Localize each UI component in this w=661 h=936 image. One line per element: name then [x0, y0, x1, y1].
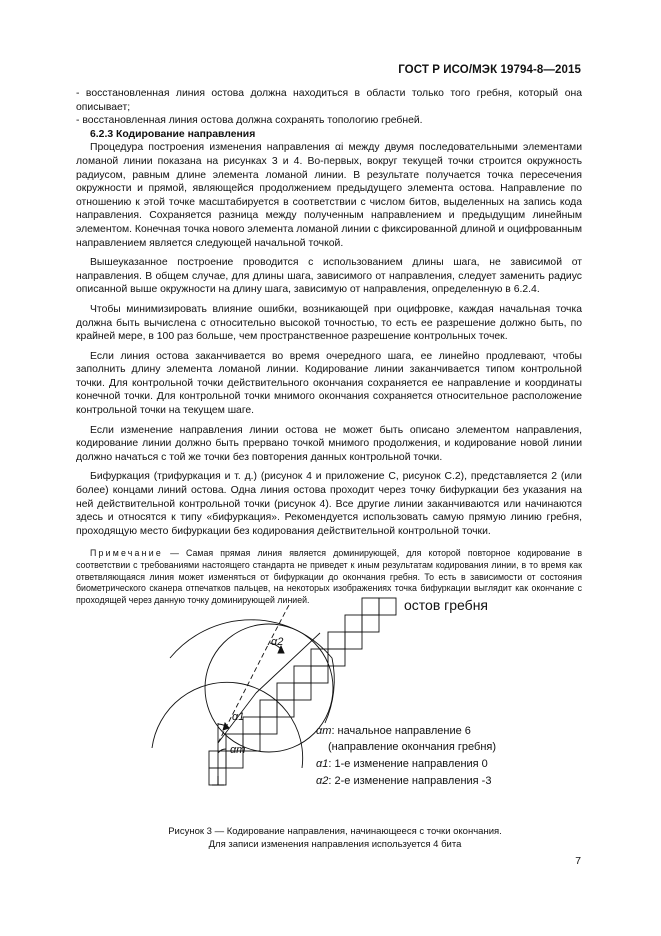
direction-coding-figure — [150, 583, 550, 805]
upper-circle-arc — [170, 620, 332, 658]
caption-line-2: Для записи изменения направления используется 4 бита — [208, 838, 462, 850]
alpha-1-label: α1 — [232, 711, 245, 723]
legend-m-line: αm: начальное направление 6 — [316, 725, 471, 737]
alpha-2-label: α2 — [271, 636, 284, 648]
ridge-label: остов гребня — [404, 597, 489, 613]
page-number: 7 — [575, 856, 581, 867]
document-header: ГОСТ Р ИСО/МЭК 19794-8—2015 — [398, 64, 581, 76]
paragraph-6: Бифуркация (трифуркация и т. д.) (рисунок 4 и приложение С, рисунок С.2), представляется 2 (или более) концами линий остова. Одна линия остова проходит через точку бифуркации без указания на ней действительной контрольной точки (рисунок 4). Все другие линии заканчиваются или начинаются здесь и относятся к типу «бифуркация». Рекомендуется использовать самую прямую линию гребня, проходящую место бифуркации без кодирования действительной контрольной точки. — [76, 471, 582, 537]
alpha-m-label: αm — [230, 744, 246, 756]
paragraph-4: Если линия остова заканчивается во время очередного шага, ее линейно продлевают, чтобы заполнить длину элемента ломаной линии. Кодирование линии заканчивается типом контрольной точки. Для контрольной точки действительного окончания сохраняется ее направление и координаты конечной точки. Для контрольной точки мнимого окончания сохраняется относительное расположение контрольной точки на текущем шаге. — [76, 350, 582, 417]
legend-2-line: α2: 2-е изменение направления -3 — [316, 775, 492, 787]
legend-m-line-2: (направление окончания гребня) — [328, 741, 497, 753]
note-lead: Примечание — [90, 548, 163, 559]
paragraph-2: Вышеуказанное построение проводится с использованием длины шага, не зависимой от направления. В общем случае, для длины шага, зависимого от направления, следует заменить радиус описанной выше окружности на длину шага, зависимую от направления, определенную в 6.2.4. — [76, 257, 582, 296]
legend-1-line: α1: 1-е изменение направления 0 — [316, 758, 488, 770]
caption-line-1: Рисунок 3 — Кодирование направления, начинающееся с точки окончания. — [168, 826, 502, 837]
paragraph-1: Процедура построения изменения направления αi между двумя последовательными элементами ломаной линии показана на рисунках 3 и 4. Во-первых, вокруг текущей точки строится окружность радиусом, равным длине элемента ломаной линии. В результате получается точка пересечения окружности и прямой, являющейся продолжением предыдущего элемента остова. Направление по отношению к этой точке масштабируется в соответствии с числом битов, выделенных на запись кода направления. Сохраняется разница между полученным направлением и предыдущим линейным элементом. Конечная точка нового элемента ломаной линии с фиксированной длиной и оцифрованным направлением является следующей начальной точкой. — [76, 142, 582, 249]
paragraph-3: Чтобы минимизировать влияние ошибки, возникающей при оцифровке, каждая начальная точка должна быть вычислена с относительно высокой точностью, то есть ее разрешение должно быть, по крайней мере, в 100 раз больше, чем пространственное разрешение контрольных точек. — [76, 303, 582, 343]
bullet-2: - восстановленная линия остова должна сохранять топологию гребней. — [76, 115, 423, 127]
section-title: 6.2.3 Кодирование направления — [90, 128, 256, 140]
figure-legend — [316, 725, 496, 787]
note-text: — Самая прямая линия является доминирующей, для которой повторное кодирование в соответствии с требованиями настоящего стандарта не приведет к иным результатам кодирования линии, в то время как ответвляющаяся линия может изменяться от бифуркации до окончания гребня. То есть в зависимости от состояния биометрического сканера отпечатков пальцев, на некоторых изображениях точка бифуркации выглядит как окончание с проходящей через данную точку доминирующей линией. — [76, 548, 582, 605]
figure-caption — [120, 826, 550, 851]
paragraph-5: Если изменение направления линии остова не может быть описано элементом направления, кодирование линии должно быть прервано точкой мнимого продолжения, и кодирование новой линии должно начаться с той же точки без повторения данных контрольной точки. — [76, 424, 582, 463]
bullet-1: - восстановленная линия остова должна находиться в области только того гребня, который она описывает; — [76, 88, 582, 113]
document-body — [76, 87, 582, 606]
